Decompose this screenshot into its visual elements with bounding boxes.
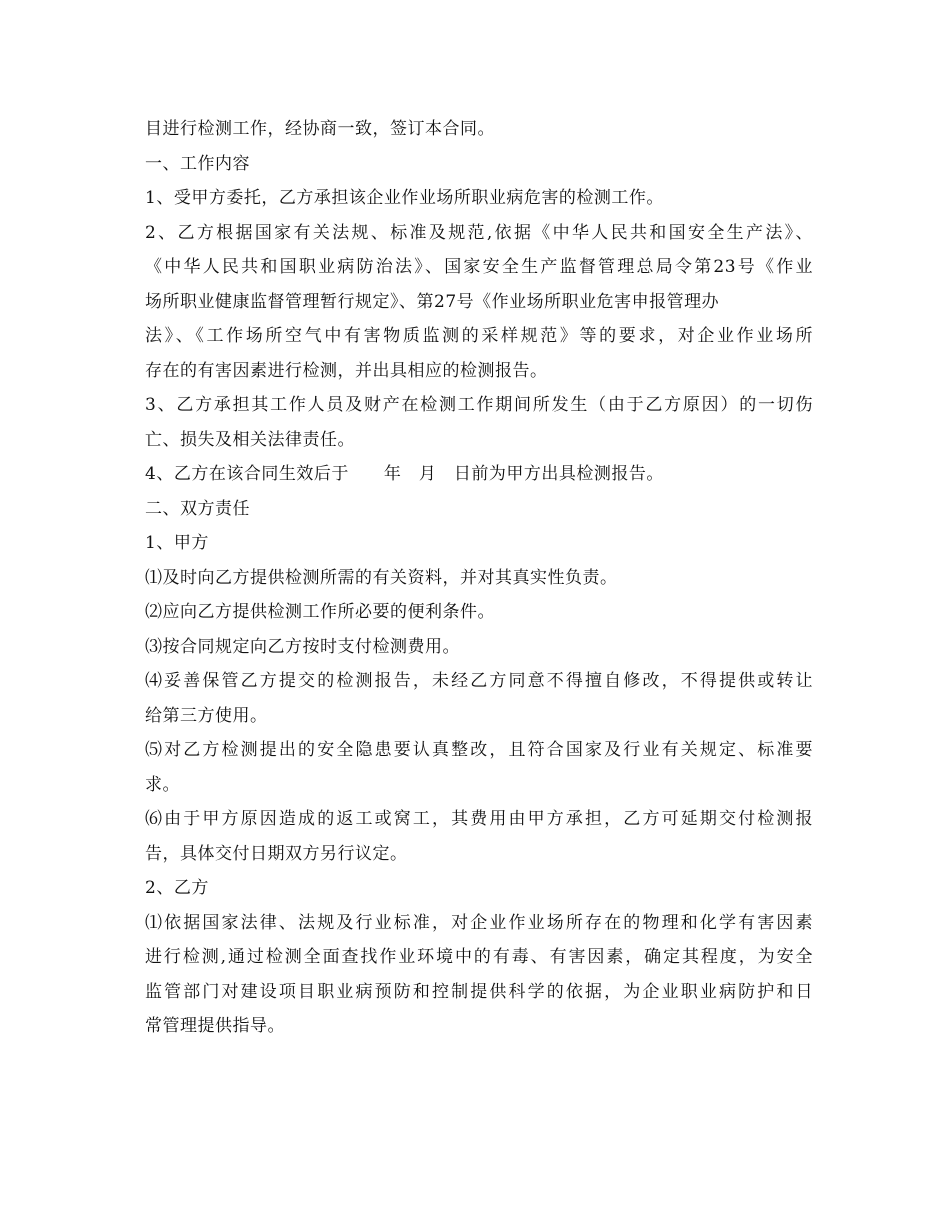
subsection-heading: 1、甲方 bbox=[145, 533, 209, 553]
list-item: ⑹由于甲方原因造成的返工或窝工，其费用由甲方承担，乙方可延期交付检测报 bbox=[145, 809, 813, 829]
paragraph-line: 《中华人民共和国职业病防治法》、国家安全生产监督管理总局令第23号《作业 bbox=[145, 257, 813, 277]
document-body bbox=[145, 112, 813, 1044]
list-item-continuation: 监管部门对建设项目职业病预防和控制提供科学的依据，为企业职业病防护和日 bbox=[145, 981, 813, 1002]
paragraph-line: 法》、《工作场所空气中有害物质监测的采样规范》等的要求，对企业作业场所 bbox=[145, 326, 813, 346]
paragraph-line: 3、乙方承担其工作人员及财产在检测工作期间所发生（由于乙方原因）的一切伤 bbox=[145, 395, 813, 415]
list-item: ⑸对乙方检测提出的安全隐患要认真整改，且符合国家及行业有关规定、标准要 bbox=[145, 740, 813, 760]
section-heading: 二、双方责任 bbox=[145, 498, 250, 519]
paragraph-line: 场所职业健康监督管理暂行规定》、第27号《作业场所职业危害申报管理办 bbox=[145, 291, 720, 312]
list-item-continuation: 进行检测,通过检测全面查找作业环境中的有毒、有害因素，确定其程度，为安全 bbox=[145, 947, 813, 967]
paragraph-line: 亡、损失及相关法律责任。 bbox=[145, 429, 355, 450]
paragraph-line: 1、受甲方委托，乙方承担该企业作业场所职业病危害的检测工作。 bbox=[145, 188, 664, 208]
list-item: ⑵应向乙方提供检测工作所必要的便利条件。 bbox=[145, 602, 495, 622]
paragraph-line: 4、乙方在该合同生效后于 年 月 日前为甲方出具检测报告。 bbox=[145, 464, 664, 484]
list-item-continuation: 告，具体交付日期双方另行议定。 bbox=[145, 843, 408, 864]
paragraph-line: 2、乙方根据国家有关法规、标准及规范,依据《中华人民共和国安全生产法》、 bbox=[145, 222, 813, 243]
list-item-continuation: 给第三方使用。 bbox=[145, 705, 268, 726]
list-item-continuation: 常管理提供指导。 bbox=[145, 1016, 285, 1036]
subsection-heading: 2、乙方 bbox=[145, 878, 209, 898]
list-item: ⑴依据国家法律、法规及行业标准，对企业作业场所存在的物理和化学有害因素 bbox=[145, 912, 813, 933]
paragraph-line: 目进行检测工作，经协商一致，签订本合同。 bbox=[145, 119, 495, 139]
section-heading: 一、工作内容 bbox=[145, 153, 250, 174]
paragraph-line: 存在的有害因素进行检测，并出具相应的检测报告。 bbox=[145, 360, 548, 381]
list-item: ⑷妥善保管乙方提交的检测报告，未经乙方同意不得擅自修改，不得提供或转让 bbox=[145, 671, 813, 691]
list-item: ⑶按合同规定向乙方按时支付检测费用。 bbox=[145, 636, 460, 657]
list-item: ⑴及时向乙方提供检测所需的有关资料，并对其真实性负责。 bbox=[145, 567, 618, 588]
list-item-continuation: 求。 bbox=[145, 774, 180, 795]
